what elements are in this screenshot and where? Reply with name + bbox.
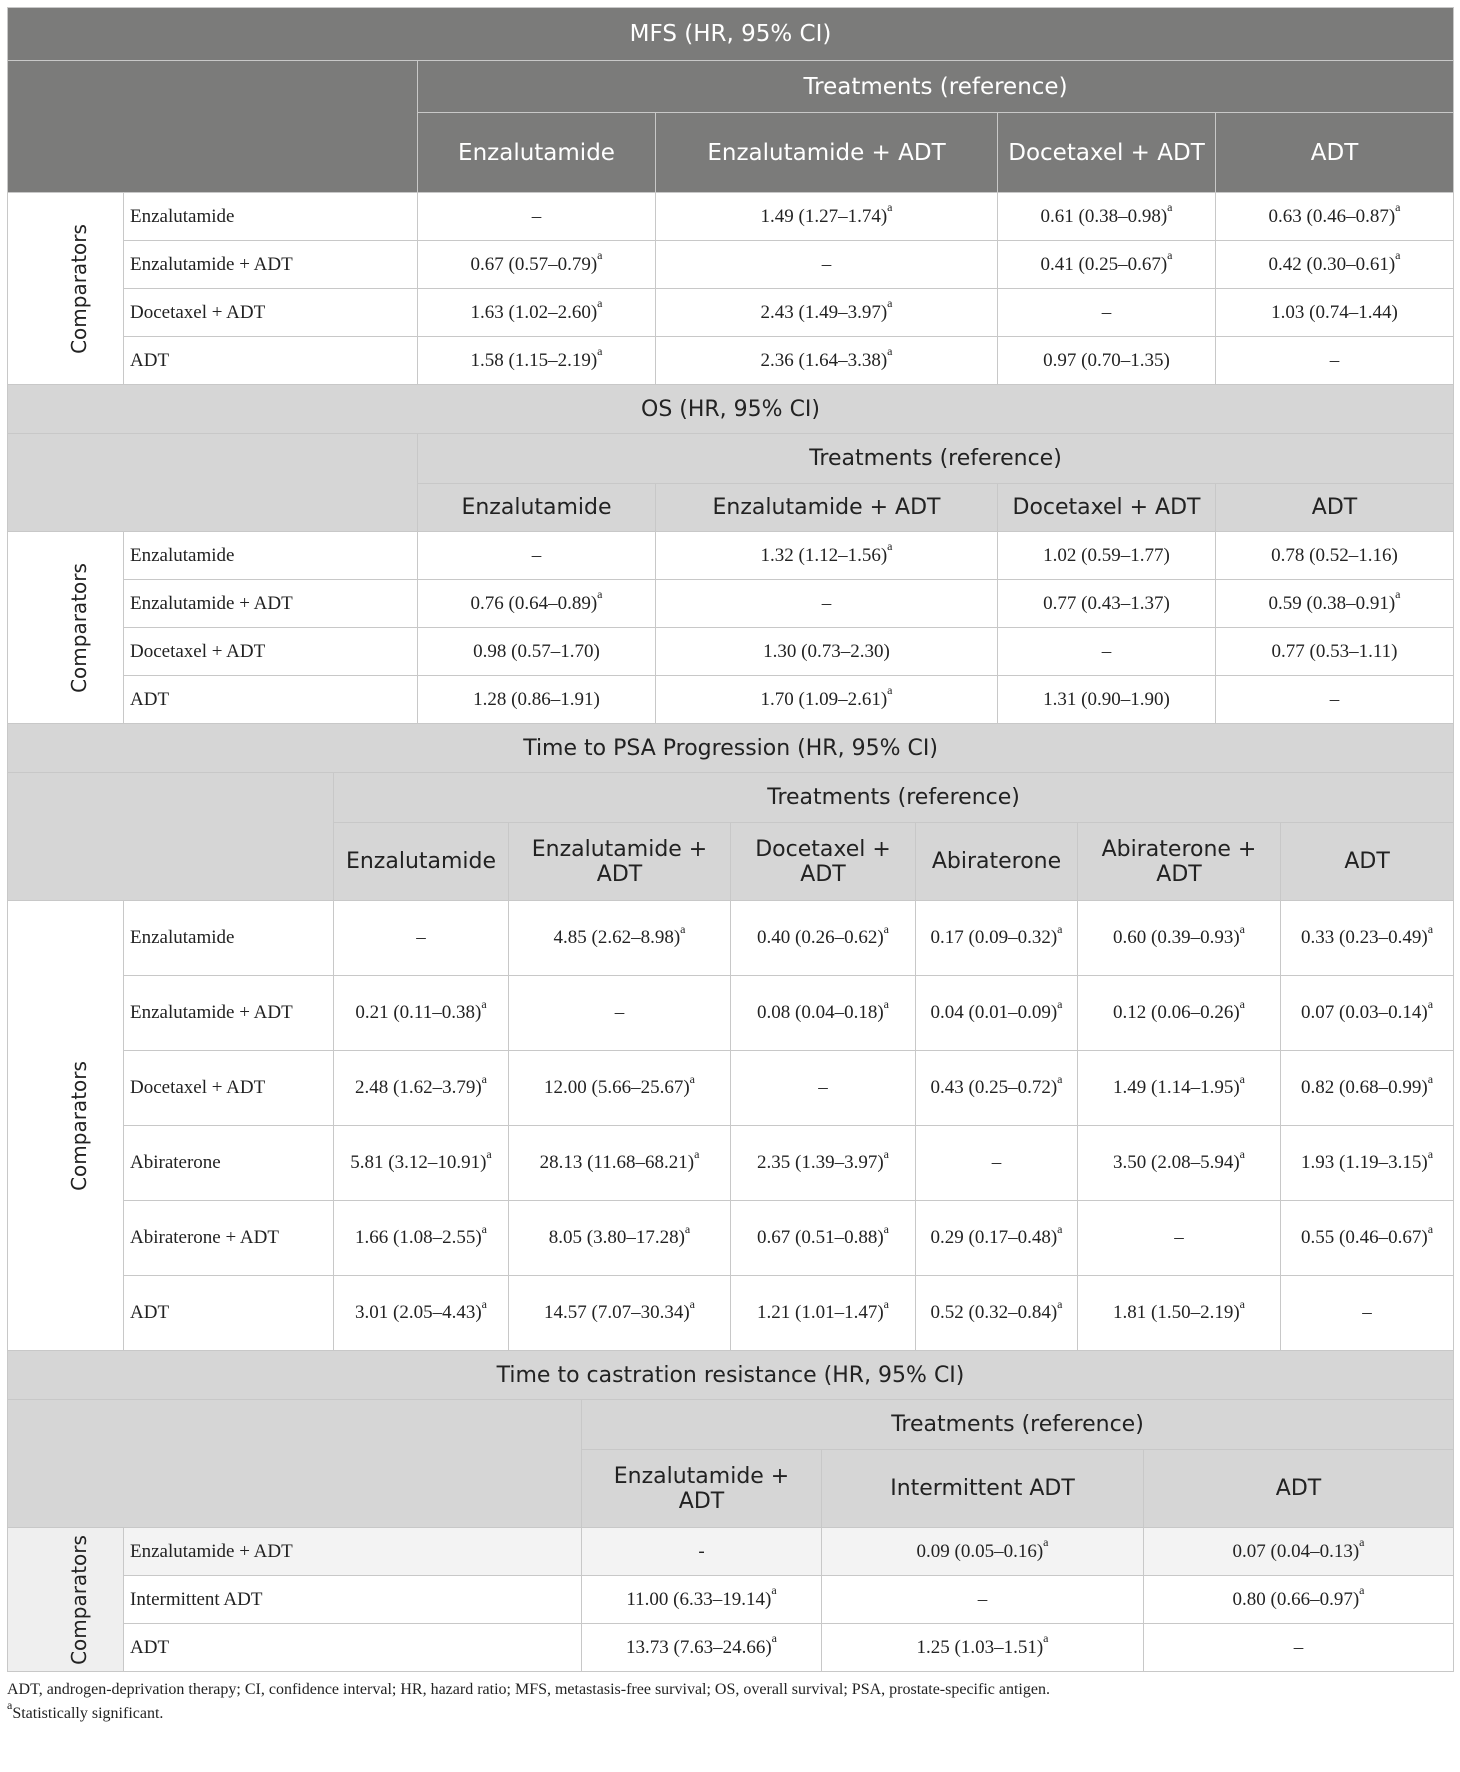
hr-value-cell (916, 1126, 1078, 1201)
hr-value: 0.80 (0.66–0.97) (1232, 1588, 1360, 1610)
hr-value-cell (1216, 241, 1454, 289)
hr-value: 0.12 (0.06–0.26) (1113, 1002, 1240, 1023)
significance-marker: a (486, 1146, 492, 1161)
significance-marker: a (883, 921, 889, 936)
hr-value: – (1293, 1636, 1304, 1658)
hr-value: 0.09 (0.05–0.16) (916, 1540, 1044, 1562)
hr-value-cell (656, 193, 998, 241)
hr-value: 0.77 (0.53–1.11) (1271, 640, 1398, 662)
hr-value: – (416, 927, 426, 948)
os-treatments-label: Treatments (reference) (418, 434, 1454, 484)
hr-value-cell (418, 289, 656, 337)
significance-marker: a (694, 1146, 700, 1161)
significance-marker: a (1239, 996, 1245, 1011)
hr-value-cell (334, 901, 509, 976)
significance-marker: a (771, 1631, 777, 1646)
hr-value: – (1329, 349, 1340, 371)
hr-value-cell (998, 676, 1216, 724)
hr-value: – (531, 205, 542, 227)
hr-value-cell (731, 1126, 916, 1201)
hr-value-cell (1216, 532, 1454, 580)
hr-value-cell (1216, 580, 1454, 628)
table-row (8, 337, 1454, 385)
significance-marker: a (1427, 1146, 1434, 1161)
row-label: Enzalutamide (124, 901, 334, 976)
hr-value-cell (916, 1051, 1078, 1126)
hr-value: 1.63 (1.02–2.60) (470, 301, 598, 323)
significance-marker: a (481, 1221, 487, 1236)
hr-value-cell (1281, 901, 1454, 976)
castration-header-blank (8, 1400, 582, 1528)
os-header-blank (8, 434, 418, 532)
significance-marker: a (883, 1221, 889, 1236)
hr-value-cell (916, 1201, 1078, 1276)
significance-marker: a (1167, 200, 1173, 215)
psa-col-header: Abiraterone + ADT (1078, 823, 1281, 901)
hr-value: – (1362, 1302, 1372, 1323)
table-row (8, 193, 1454, 241)
significance-marker: a (7, 1697, 13, 1712)
castration-table (7, 1350, 1454, 1672)
significance-marker: a (481, 1296, 487, 1311)
hr-value: 0.43 (0.25–0.72) (930, 1077, 1058, 1098)
psa-col-header: ADT (1281, 823, 1454, 901)
os-col-header: ADT (1216, 484, 1454, 532)
hr-value: 1.30 (0.73–2.30) (763, 640, 890, 662)
hr-value: 0.60 (0.39–0.93) (1113, 927, 1240, 948)
significance-marker: a (1057, 1296, 1063, 1311)
hr-value: 0.97 (0.70–1.35) (1043, 349, 1170, 371)
hr-value: 0.98 (0.57–1.70) (473, 640, 600, 662)
hr-value-cell (1216, 628, 1454, 676)
hr-value: – (1101, 301, 1112, 323)
psa-title: Time to PSA Progression (HR, 95% CI) (8, 724, 1454, 773)
table-row (8, 1126, 1454, 1201)
hr-value: 0.08 (0.04–0.18) (757, 1002, 884, 1023)
hr-value: – (821, 253, 832, 275)
mfs-col-header: Enzalutamide + ADT (656, 113, 998, 193)
significance-marker: a (771, 1583, 777, 1598)
hr-value-cell (1216, 337, 1454, 385)
psa-col-header: Abiraterone (916, 823, 1078, 901)
hr-value-cell (1078, 901, 1281, 976)
hr-value-cell (1144, 1576, 1454, 1624)
hr-value-cell (334, 976, 509, 1051)
mfs-header-blank (8, 61, 418, 193)
hr-value: 1.28 (0.86–1.91) (473, 688, 600, 710)
hr-value: – (614, 1002, 625, 1023)
hr-value: 0.82 (0.68–0.99) (1301, 1077, 1428, 1098)
hr-value: 0.40 (0.26–0.62) (757, 927, 884, 948)
hr-value-cell (1078, 976, 1281, 1051)
hr-value: 4.85 (2.62–8.98) (553, 927, 681, 948)
mfs-table (7, 7, 1454, 385)
hr-value-cell (1281, 1126, 1454, 1201)
row-label: ADT (124, 1624, 582, 1672)
hr-value-cell (822, 1528, 1144, 1576)
significance-marker: a (684, 1221, 691, 1236)
hr-value: 0.63 (0.46–0.87) (1268, 205, 1396, 227)
comparators-label-text: Comparators (66, 1534, 91, 1665)
castration-title: Time to castration resistance (HR, 95% CI) (8, 1351, 1454, 1400)
comparators-label-text: Comparators (66, 562, 91, 693)
hr-value: – (977, 1588, 988, 1610)
significance-marker: a (1359, 1583, 1365, 1598)
table-row (8, 628, 1454, 676)
hr-value-cell (509, 901, 731, 976)
hr-value: 0.42 (0.30–0.61) (1268, 253, 1396, 275)
hr-value-cell (1216, 289, 1454, 337)
os-table (7, 384, 1454, 724)
hr-value: 28.13 (11.68–68.21) (539, 1152, 695, 1173)
hr-value-cell (418, 241, 656, 289)
psa-col-header: Enzalutamide + ADT (509, 823, 731, 901)
significance-marker: a (1427, 996, 1434, 1011)
hr-value: 0.17 (0.09–0.32) (930, 927, 1058, 948)
comparators-label-text: Comparators (66, 223, 91, 354)
significance-marker: a (481, 996, 487, 1011)
table-row (8, 1201, 1454, 1276)
hr-value: 3.01 (2.05–4.43) (355, 1302, 482, 1323)
hr-value: – (1329, 688, 1340, 710)
hr-value: 2.35 (1.39–3.97) (757, 1152, 884, 1173)
hr-value-cell (656, 628, 998, 676)
hr-value: 0.67 (0.51–0.88) (757, 1227, 884, 1248)
hr-value-cell (998, 532, 1216, 580)
hr-value-cell (1078, 1126, 1281, 1201)
significance-note (7, 1697, 1453, 1726)
hr-value: – (818, 1077, 828, 1098)
row-label: Docetaxel + ADT (124, 289, 418, 337)
significance-marker: a (1057, 921, 1063, 936)
hr-value-cell (509, 1051, 731, 1126)
hr-value: 1.49 (1.14–1.95) (1113, 1077, 1240, 1098)
hr-value-cell (822, 1624, 1144, 1672)
significance-marker: a (1057, 996, 1063, 1011)
hr-value: 0.07 (0.04–0.13) (1232, 1540, 1360, 1562)
significance-marker: a (1395, 587, 1401, 602)
hr-value-cell (1281, 976, 1454, 1051)
significance-marker: a (887, 296, 893, 311)
row-label: Enzalutamide (124, 532, 418, 580)
hr-value: 0.41 (0.25–0.67) (1040, 253, 1168, 275)
hr-value-cell (916, 1276, 1078, 1351)
hr-value-cell (509, 1126, 731, 1201)
hr-value: 0.33 (0.23–0.49) (1301, 927, 1428, 948)
hr-value: 14.57 (7.07–30.34) (544, 1302, 690, 1323)
row-label: ADT (124, 676, 418, 724)
hr-value-cell (509, 976, 731, 1051)
significance-marker: a (887, 200, 893, 215)
table-row (8, 1528, 1454, 1576)
hr-value: 1.81 (1.50–2.19) (1113, 1302, 1240, 1323)
hr-value: 2.48 (1.62–3.79) (355, 1077, 482, 1098)
hr-value: 2.43 (1.49–3.97) (760, 301, 888, 323)
table-footnote (7, 1678, 1453, 1726)
row-label: Enzalutamide + ADT (124, 976, 334, 1051)
significance-marker: a (1239, 1296, 1245, 1311)
mfs-treatments-label: Treatments (reference) (418, 61, 1454, 113)
significance-marker: a (883, 1146, 889, 1161)
hr-value: – (531, 544, 542, 566)
table-row (8, 289, 1454, 337)
row-label: Docetaxel + ADT (124, 1051, 334, 1126)
hr-value-cell (998, 580, 1216, 628)
results-table-container (7, 7, 1453, 1726)
hr-value: 0.55 (0.46–0.67) (1301, 1227, 1428, 1248)
row-label: Abiraterone + ADT (124, 1201, 334, 1276)
hr-value-cell (1281, 1051, 1454, 1126)
significance-marker: a (1167, 248, 1173, 263)
hr-value: 0.78 (0.52–1.16) (1271, 544, 1398, 566)
psa-col-header: Enzalutamide (334, 823, 509, 901)
significance-marker: a (1359, 1535, 1365, 1550)
hr-value-cell (582, 1528, 822, 1576)
hr-value-cell (822, 1576, 1144, 1624)
hr-value: 1.21 (1.01–1.47) (757, 1302, 884, 1323)
hr-value: – (1101, 640, 1112, 662)
mfs-col-header: Docetaxel + ADT (998, 113, 1216, 193)
hr-value: 0.21 (0.11–0.38) (355, 1002, 482, 1023)
hr-value-cell (334, 1051, 509, 1126)
significance-marker: a (1239, 1071, 1245, 1086)
hr-value-cell (509, 1201, 731, 1276)
significance-marker: a (883, 996, 889, 1011)
significance-marker: a (1427, 921, 1434, 936)
hr-value-cell (1078, 1201, 1281, 1276)
hr-value-cell (998, 193, 1216, 241)
mfs-title: MFS (HR, 95% CI) (8, 8, 1454, 61)
hr-value: 1.32 (1.12–1.56) (760, 544, 888, 566)
table-row (8, 1051, 1454, 1126)
significance-marker: a (1427, 1071, 1434, 1086)
significance-marker: a (1239, 1146, 1245, 1161)
comparators-label (8, 193, 124, 385)
hr-value-cell (998, 289, 1216, 337)
hr-value: 1.70 (1.09–2.61) (760, 688, 888, 710)
hr-value: 0.76 (0.64–0.89) (470, 592, 598, 614)
significance-marker: a (1057, 1071, 1063, 1086)
significance-marker: a (597, 587, 603, 602)
hr-value: 0.07 (0.03–0.14) (1301, 1002, 1428, 1023)
hr-value: 1.02 (0.59–1.77) (1043, 544, 1170, 566)
row-label: Docetaxel + ADT (124, 628, 418, 676)
os-col-header: Docetaxel + ADT (998, 484, 1216, 532)
hr-value: – (991, 1152, 1002, 1173)
significance-marker: a (1239, 921, 1245, 936)
castration-col-header: Enzalutamide + ADT (582, 1450, 822, 1528)
row-label: Abiraterone (124, 1126, 334, 1201)
hr-value-cell (582, 1576, 822, 1624)
hr-value: 0.67 (0.57–0.79) (470, 253, 598, 275)
significance-marker: a (883, 1296, 889, 1311)
significance-marker: a (887, 683, 893, 698)
hr-value: 0.77 (0.43–1.37) (1043, 592, 1170, 614)
hr-value-cell (656, 337, 998, 385)
castration-col-header: ADT (1144, 1450, 1454, 1528)
hr-value: 13.73 (7.63–24.66) (626, 1636, 772, 1658)
significance-text: Statistically significant. (12, 1705, 164, 1722)
comparators-label (8, 1528, 124, 1672)
hr-value-cell (656, 580, 998, 628)
significance-marker: a (887, 344, 893, 359)
comparators-label (8, 532, 124, 724)
significance-marker: a (1427, 1221, 1434, 1236)
hr-value: 1.03 (0.74–1.44) (1271, 301, 1398, 323)
hr-value: – (821, 592, 832, 614)
hr-value: 1.31 (0.90–1.90) (1043, 688, 1170, 710)
hr-value-cell (1216, 193, 1454, 241)
hr-value-cell (418, 676, 656, 724)
comparators-label (8, 901, 124, 1351)
mfs-col-header: Enzalutamide (418, 113, 656, 193)
table-row (8, 676, 1454, 724)
hr-value-cell (334, 1126, 509, 1201)
hr-value-cell (656, 289, 998, 337)
castration-col-header: Intermittent ADT (822, 1450, 1144, 1528)
hr-value-cell (916, 901, 1078, 976)
table-row (8, 532, 1454, 580)
hr-value-cell (998, 241, 1216, 289)
hr-value-cell (509, 1276, 731, 1351)
abbreviations-note: ADT, androgen-deprivation therapy; CI, confidence interval; HR, hazard ratio; MFS, metastasis-free survival; OS, overall survival; PSA, prostate-specific antigen. (7, 1681, 1050, 1698)
row-label: Enzalutamide + ADT (124, 580, 418, 628)
hr-value-cell (1078, 1051, 1281, 1126)
hr-value-cell (1281, 1201, 1454, 1276)
hr-value-cell (418, 580, 656, 628)
hr-value-cell (418, 532, 656, 580)
hr-value-cell (731, 1201, 916, 1276)
hr-value-cell (656, 676, 998, 724)
significance-marker: a (597, 344, 603, 359)
significance-marker: a (1043, 1631, 1049, 1646)
hr-value: 1.58 (1.15–2.19) (470, 349, 598, 371)
hr-value: 12.00 (5.66–25.67) (544, 1077, 690, 1098)
row-label: Intermittent ADT (124, 1576, 582, 1624)
table-row (8, 580, 1454, 628)
significance-marker: a (689, 1071, 695, 1086)
hr-value-cell (656, 241, 998, 289)
psa-table (7, 723, 1454, 1351)
row-label: Enzalutamide + ADT (124, 241, 418, 289)
hr-value: 5.81 (3.12–10.91) (350, 1152, 487, 1173)
hr-value: - (698, 1540, 705, 1562)
hr-value-cell (1216, 676, 1454, 724)
hr-value-cell (998, 628, 1216, 676)
hr-value-cell (731, 1276, 916, 1351)
hr-value-cell (418, 628, 656, 676)
significance-marker: a (887, 539, 893, 554)
hr-value-cell (731, 1051, 916, 1126)
psa-header-blank (8, 773, 334, 901)
hr-value-cell (998, 337, 1216, 385)
hr-value: 0.52 (0.32–0.84) (930, 1302, 1058, 1323)
row-label: ADT (124, 1276, 334, 1351)
os-col-header: Enzalutamide (418, 484, 656, 532)
os-col-header: Enzalutamide + ADT (656, 484, 998, 532)
hr-value-cell (582, 1624, 822, 1672)
os-title: OS (HR, 95% CI) (8, 385, 1454, 434)
castration-treatments-label: Treatments (reference) (582, 1400, 1454, 1450)
hr-value: 1.93 (1.19–3.15) (1301, 1152, 1428, 1173)
psa-treatments-label: Treatments (reference) (334, 773, 1454, 823)
table-row (8, 1624, 1454, 1672)
hr-value-cell (334, 1201, 509, 1276)
row-label: ADT (124, 337, 418, 385)
comparators-label-text: Comparators (66, 1060, 91, 1191)
significance-marker: a (689, 1296, 695, 1311)
significance-marker: a (1057, 1221, 1063, 1236)
table-row (8, 976, 1454, 1051)
hr-value-cell (656, 532, 998, 580)
row-label: Enzalutamide + ADT (124, 1528, 582, 1576)
psa-col-header: Docetaxel + ADT (731, 823, 916, 901)
hr-value: 11.00 (6.33–19.14) (626, 1588, 772, 1610)
hr-value-cell (731, 976, 916, 1051)
hr-value: 0.04 (0.01–0.09) (930, 1002, 1058, 1023)
hr-value-cell (1144, 1528, 1454, 1576)
significance-marker: a (680, 921, 686, 936)
hr-value: 1.66 (1.08–2.55) (355, 1227, 482, 1248)
mfs-col-header: ADT (1216, 113, 1454, 193)
hr-value-cell (418, 337, 656, 385)
significance-marker: a (1395, 200, 1401, 215)
hr-value: 0.59 (0.38–0.91) (1268, 592, 1396, 614)
hr-value: 0.61 (0.38–0.98) (1040, 205, 1168, 227)
hr-value: – (1174, 1227, 1184, 1248)
hr-value-cell (1078, 1276, 1281, 1351)
significance-marker: a (1395, 248, 1401, 263)
significance-marker: a (597, 296, 603, 311)
hr-value-cell (731, 901, 916, 976)
hr-value-cell (916, 976, 1078, 1051)
significance-marker: a (481, 1071, 487, 1086)
hr-value: 1.25 (1.03–1.51) (916, 1636, 1044, 1658)
hr-value: 0.29 (0.17–0.48) (930, 1227, 1058, 1248)
hr-value: 2.36 (1.64–3.38) (760, 349, 888, 371)
row-label: Enzalutamide (124, 193, 418, 241)
hr-value-cell (334, 1276, 509, 1351)
hr-value-cell (1144, 1624, 1454, 1672)
hr-value: 3.50 (2.08–5.94) (1113, 1152, 1240, 1173)
table-row (8, 1576, 1454, 1624)
table-row (8, 1276, 1454, 1351)
significance-marker: a (1043, 1535, 1049, 1550)
hr-value-cell (1281, 1276, 1454, 1351)
hr-value-cell (418, 193, 656, 241)
hr-value: 1.49 (1.27–1.74) (760, 205, 888, 227)
hr-value: 8.05 (3.80–17.28) (548, 1227, 685, 1248)
significance-marker: a (597, 248, 603, 263)
table-row (8, 241, 1454, 289)
table-row (8, 901, 1454, 976)
